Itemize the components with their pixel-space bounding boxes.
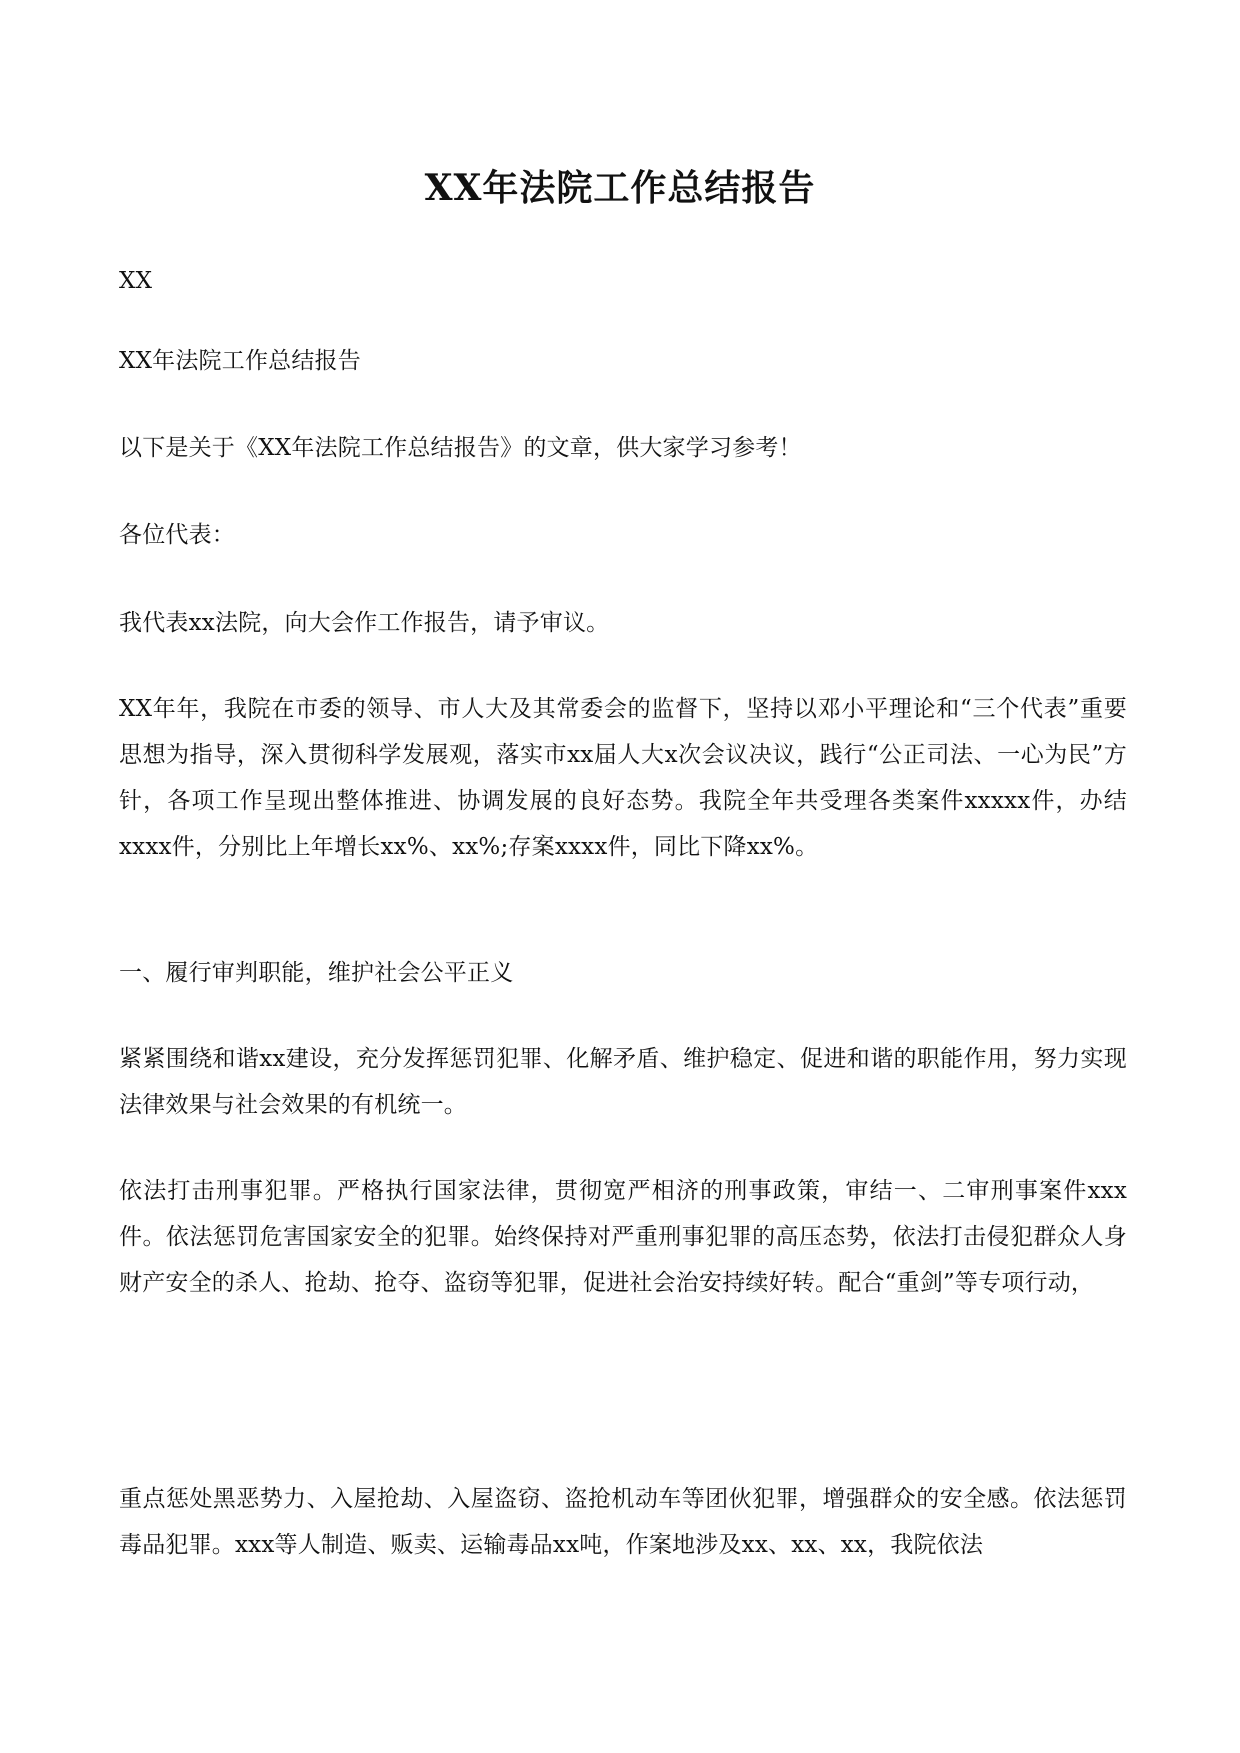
paragraph-section-1-intro: 紧紧围绕和谐xx建设，充分发挥惩罚犯罪、化解矛盾、维护稳定、促进和谐的职能作用，努力实现法律效果与社会效果的有机统一。	[119, 1046, 1127, 1118]
paragraph-intro: 以下是关于《XX年法院工作总结报告》的文章，供大家学习参考！	[119, 435, 802, 461]
paragraph-author: XX	[119, 268, 153, 294]
paragraph-subtitle: XX年法院工作总结报告	[119, 348, 361, 374]
section-heading-1: 一、履行审判职能，维护社会公平正义	[119, 960, 514, 986]
paragraph-key-punishment: 重点惩处黑恶势力、入屋抢劫、入屋盗窃、盗抢机动车等团伙犯罪，增强群众的安全感。依法惩罚毒品犯罪。xxx等人制造、贩卖、运输毒品xx吨，作案地涉及xx、xx、xx，我院依法	[119, 1486, 1127, 1558]
paragraph-criminal-cases: 依法打击刑事犯罪。严格执行国家法律，贯彻宽严相济的刑事政策，审结一、二审刑事案件xxx件。依法惩罚危害国家安全的犯罪。始终保持对严重刑事犯罪的高压态势，依法打击侵犯群众人身财产安全的杀人、抢劫、抢夺、盗窃等犯罪，促进社会治安持续好转。配合“重剑”等专项行动，	[119, 1178, 1127, 1296]
paragraph-salutation: 各位代表：	[119, 522, 235, 548]
paragraph-overview: XX年年，我院在市委的领导、市人大及其常委会的监督下，坚持以邓小平理论和“三个代表”重要思想为指导，深入贯彻科学发展观，落实市xx届人大x次会议决议，践行“公正司法、一心为民”方针，各项工作呈现出整体推进、协调发展的良好态势。我院全年共受理各类案件xxxxx件，办结xxxx件，分别比上年增长xx%、xx%;存案xxxx件，同比下降xx%。	[119, 696, 1127, 860]
paragraph-opening: 我代表xx法院，向大会作工作报告，请予审议。	[119, 610, 610, 636]
document-title: XX年法院工作总结报告	[424, 167, 816, 209]
